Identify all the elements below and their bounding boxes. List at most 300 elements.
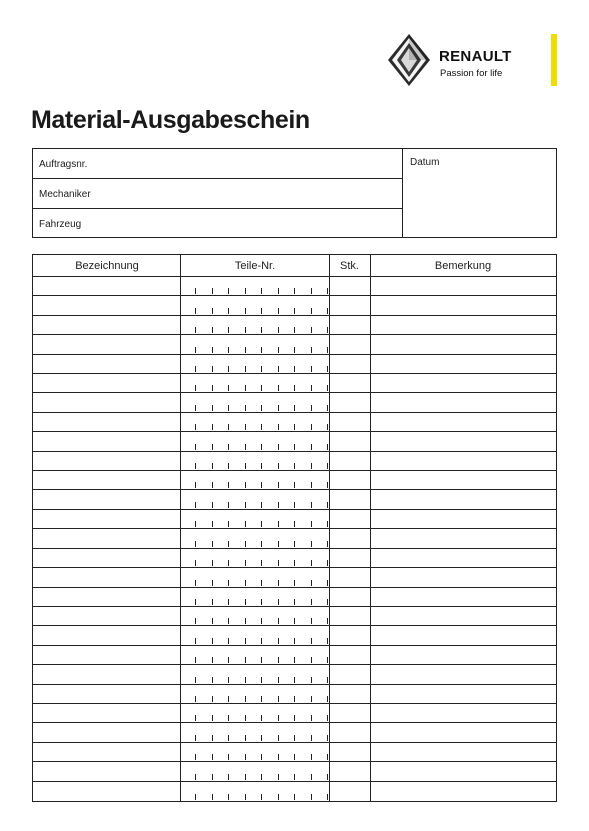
digit-tick [212,677,213,683]
part-number-digit-ticks [195,677,327,683]
digit-tick [327,405,328,411]
digit-tick [261,327,262,333]
digit-tick [327,696,328,702]
order-info-fields [33,149,403,237]
digit-tick [228,599,229,605]
digit-tick [327,385,328,391]
digit-tick [212,405,213,411]
header-part-number: Teile-Nr. [234,260,276,272]
order-number-field[interactable] [33,149,402,179]
digit-tick [311,677,312,683]
digit-tick [311,794,312,800]
part-number-digit-ticks [195,482,327,488]
table-row[interactable] [33,588,556,607]
digit-tick [327,444,328,450]
digit-tick [327,774,328,780]
digit-tick [294,638,295,644]
digit-tick [327,308,328,314]
digit-tick [261,424,262,430]
digit-tick [294,444,295,450]
digit-tick [261,405,262,411]
table-row[interactable] [33,704,556,723]
digit-tick [311,560,312,566]
digit-tick [327,599,328,605]
digit-tick [278,424,279,430]
table-row[interactable] [33,296,556,315]
part-number-digit-ticks [195,715,327,721]
digit-tick [261,560,262,566]
digit-tick [327,541,328,547]
digit-tick [212,638,213,644]
digit-tick [228,502,229,508]
table-row[interactable] [33,316,556,335]
digit-tick [261,696,262,702]
digit-tick [327,347,328,353]
digit-tick [195,327,196,333]
digit-tick [245,308,246,314]
digit-tick [261,482,262,488]
digit-tick [195,638,196,644]
table-row[interactable] [33,490,556,509]
date-label: Datum [410,157,440,168]
digit-tick [327,657,328,663]
digit-tick [261,541,262,547]
digit-tick [212,502,213,508]
digit-tick [261,385,262,391]
digit-tick [261,754,262,760]
digit-tick [311,444,312,450]
digit-tick [212,424,213,430]
digit-tick [294,463,295,469]
digit-tick [228,696,229,702]
digit-tick [294,482,295,488]
digit-tick [278,657,279,663]
digit-tick [195,618,196,624]
digit-tick [327,677,328,683]
digit-tick [311,502,312,508]
digit-tick [294,735,295,741]
digit-tick [245,405,246,411]
digit-tick [195,502,196,508]
table-row[interactable] [33,277,556,296]
part-number-digit-ticks [195,696,327,702]
table-row[interactable] [33,568,556,587]
digit-tick [294,327,295,333]
digit-tick [212,618,213,624]
digit-tick [294,754,295,760]
digit-tick [212,657,213,663]
digit-tick [327,366,328,372]
digit-tick [327,715,328,721]
digit-tick [228,366,229,372]
digit-tick [294,560,295,566]
digit-tick [245,502,246,508]
digit-tick [195,482,196,488]
digit-tick [195,794,196,800]
part-number-digit-ticks [195,580,327,586]
digit-tick [261,366,262,372]
part-number-digit-ticks [195,502,327,508]
table-row[interactable] [33,549,556,568]
digit-tick [261,618,262,624]
digit-tick [212,463,213,469]
digit-tick [228,560,229,566]
digit-tick [294,366,295,372]
part-number-digit-ticks [195,424,327,430]
digit-tick [311,347,312,353]
digit-tick [245,327,246,333]
digit-tick [228,463,229,469]
digit-tick [294,618,295,624]
digit-tick [228,677,229,683]
table-row[interactable] [33,374,556,393]
digit-tick [228,774,229,780]
digit-tick [311,482,312,488]
digit-tick [245,774,246,780]
digit-tick [327,754,328,760]
part-number-digit-ticks [195,794,327,800]
digit-tick [195,308,196,314]
digit-tick [245,638,246,644]
digit-tick [294,580,295,586]
renault-diamond-icon [387,33,431,87]
digit-tick [195,560,196,566]
part-number-digit-ticks [195,288,327,294]
vehicle-field[interactable] [33,209,402,237]
part-number-digit-ticks [195,405,327,411]
digit-tick [261,657,262,663]
digit-tick [228,405,229,411]
digit-tick [311,288,312,294]
digit-tick [212,754,213,760]
digit-tick [311,774,312,780]
digit-tick [228,735,229,741]
table-row[interactable] [33,646,556,665]
digit-tick [294,794,295,800]
part-number-digit-ticks [195,774,327,780]
digit-tick [278,444,279,450]
digit-tick [245,521,246,527]
table-row[interactable] [33,335,556,354]
digit-tick [261,599,262,605]
digit-tick [311,735,312,741]
mechanic-label: Mechaniker [39,189,91,200]
digit-tick [261,735,262,741]
digit-tick [261,347,262,353]
table-row[interactable] [33,723,556,742]
digit-tick [245,618,246,624]
digit-tick [278,385,279,391]
digit-tick [261,288,262,294]
digit-tick [261,580,262,586]
header-remark: Bemerkung [434,260,492,272]
digit-tick [327,288,328,294]
part-number-digit-ticks [195,754,327,760]
digit-tick [278,482,279,488]
material-table [32,254,557,802]
digit-tick [294,308,295,314]
part-number-digit-ticks [195,735,327,741]
digit-tick [294,657,295,663]
digit-tick [261,774,262,780]
digit-tick [278,308,279,314]
digit-tick [212,580,213,586]
digit-tick [327,580,328,586]
part-number-digit-ticks [195,560,327,566]
part-number-digit-ticks [195,618,327,624]
digit-tick [294,424,295,430]
digit-tick [261,677,262,683]
part-number-digit-ticks [195,347,327,353]
digit-tick [212,735,213,741]
digit-tick [195,599,196,605]
digit-tick [245,754,246,760]
digit-tick [278,327,279,333]
table-row[interactable] [33,607,556,626]
order-info-box [32,148,557,238]
part-number-digit-ticks [195,638,327,644]
digit-tick [212,347,213,353]
digit-tick [261,444,262,450]
digit-tick [311,366,312,372]
digit-tick [195,288,196,294]
part-number-digit-ticks [195,366,327,372]
table-row[interactable] [33,432,556,451]
digit-tick [278,366,279,372]
digit-tick [245,677,246,683]
digit-tick [278,735,279,741]
table-row[interactable] [33,665,556,684]
digit-tick [327,424,328,430]
digit-tick [212,327,213,333]
digit-tick [228,327,229,333]
digit-tick [327,521,328,527]
digit-tick [311,463,312,469]
digit-tick [228,618,229,624]
digit-tick [195,366,196,372]
digit-tick [212,774,213,780]
digit-tick [311,424,312,430]
digit-tick [212,696,213,702]
digit-tick [245,696,246,702]
digit-tick [278,754,279,760]
part-number-digit-ticks [195,463,327,469]
digit-tick [311,580,312,586]
digit-tick [212,482,213,488]
digit-tick [195,754,196,760]
table-header [33,255,556,277]
digit-tick [327,463,328,469]
digit-tick [228,288,229,294]
digit-tick [195,677,196,683]
digit-tick [294,385,295,391]
digit-tick [245,347,246,353]
digit-tick [245,580,246,586]
digit-tick [245,541,246,547]
digit-tick [228,347,229,353]
digit-tick [245,366,246,372]
digit-tick [195,580,196,586]
digit-tick [245,424,246,430]
digit-tick [311,385,312,391]
digit-tick [261,463,262,469]
digit-tick [327,560,328,566]
digit-tick [278,696,279,702]
digit-tick [228,308,229,314]
digit-tick [278,774,279,780]
digit-tick [195,405,196,411]
digit-tick [311,327,312,333]
digit-tick [294,599,295,605]
digit-tick [261,502,262,508]
table-row[interactable] [33,510,556,529]
page-title: Material-Ausgabeschein [31,106,310,134]
digit-tick [261,308,262,314]
digit-tick [212,385,213,391]
header-quantity: Stk. [340,260,359,272]
brand-name: RENAULT [439,48,512,65]
digit-tick [245,463,246,469]
digit-tick [311,521,312,527]
digit-tick [245,482,246,488]
table-row[interactable] [33,529,556,548]
digit-tick [278,405,279,411]
table-row[interactable] [33,413,556,432]
table-row[interactable] [33,762,556,781]
digit-tick [195,735,196,741]
digit-tick [245,385,246,391]
digit-tick [278,638,279,644]
digit-tick [212,444,213,450]
digit-tick [311,715,312,721]
brand-tagline: Passion for life [440,68,503,79]
digit-tick [261,638,262,644]
digit-tick [212,288,213,294]
vehicle-label: Fahrzeug [39,219,82,230]
digit-tick [294,677,295,683]
digit-tick [228,794,229,800]
part-number-digit-ticks [195,327,327,333]
part-number-digit-ticks [195,541,327,547]
digit-tick [278,794,279,800]
digit-tick [228,541,229,547]
digit-tick [311,696,312,702]
digit-tick [195,424,196,430]
digit-tick [228,754,229,760]
table-row[interactable] [33,452,556,471]
digit-tick [245,735,246,741]
table-row[interactable] [33,743,556,762]
digit-tick [212,560,213,566]
table-row[interactable] [33,685,556,704]
digit-tick [294,347,295,353]
digit-tick [311,308,312,314]
digit-tick [245,657,246,663]
digit-tick [261,794,262,800]
part-number-digit-ticks [195,599,327,605]
part-number-digit-ticks [195,308,327,314]
digit-tick [327,482,328,488]
digit-tick [195,774,196,780]
digit-tick [327,502,328,508]
digit-tick [261,521,262,527]
header-description: Bezeichnung [75,260,139,272]
digit-tick [228,657,229,663]
digit-tick [212,521,213,527]
table-row[interactable] [33,782,556,801]
digit-tick [195,521,196,527]
table-row[interactable] [33,393,556,412]
table-row[interactable] [33,471,556,490]
digit-tick [327,735,328,741]
part-number-digit-ticks [195,444,327,450]
digit-tick [195,541,196,547]
digit-tick [195,385,196,391]
digit-tick [195,444,196,450]
digit-tick [294,405,295,411]
digit-tick [278,580,279,586]
digit-tick [195,715,196,721]
digit-tick [228,638,229,644]
table-row[interactable] [33,355,556,374]
digit-tick [294,502,295,508]
digit-tick [278,502,279,508]
digit-tick [327,327,328,333]
digit-tick [278,541,279,547]
digit-tick [245,560,246,566]
digit-tick [228,580,229,586]
digit-tick [311,541,312,547]
digit-tick [327,618,328,624]
digit-tick [278,463,279,469]
digit-tick [212,715,213,721]
part-number-digit-ticks [195,521,327,527]
digit-tick [212,794,213,800]
date-field[interactable] [403,149,557,237]
digit-tick [228,385,229,391]
digit-tick [327,794,328,800]
digit-tick [195,347,196,353]
order-number-label: Auftragsnr. [39,159,88,170]
digit-tick [278,521,279,527]
digit-tick [245,288,246,294]
renault-logo [387,33,559,87]
digit-tick [212,366,213,372]
mechanic-field[interactable] [33,179,402,209]
digit-tick [311,599,312,605]
digit-tick [195,463,196,469]
digit-tick [294,541,295,547]
digit-tick [278,599,279,605]
digit-tick [311,405,312,411]
digit-tick [228,482,229,488]
digit-tick [294,696,295,702]
digit-tick [311,638,312,644]
digit-tick [228,715,229,721]
digit-tick [228,521,229,527]
digit-tick [245,444,246,450]
digit-tick [327,638,328,644]
digit-tick [294,715,295,721]
digit-tick [311,657,312,663]
digit-tick [278,677,279,683]
digit-tick [245,794,246,800]
table-row[interactable] [33,626,556,645]
part-number-digit-ticks [195,657,327,663]
digit-tick [278,715,279,721]
digit-tick [212,308,213,314]
digit-tick [294,774,295,780]
